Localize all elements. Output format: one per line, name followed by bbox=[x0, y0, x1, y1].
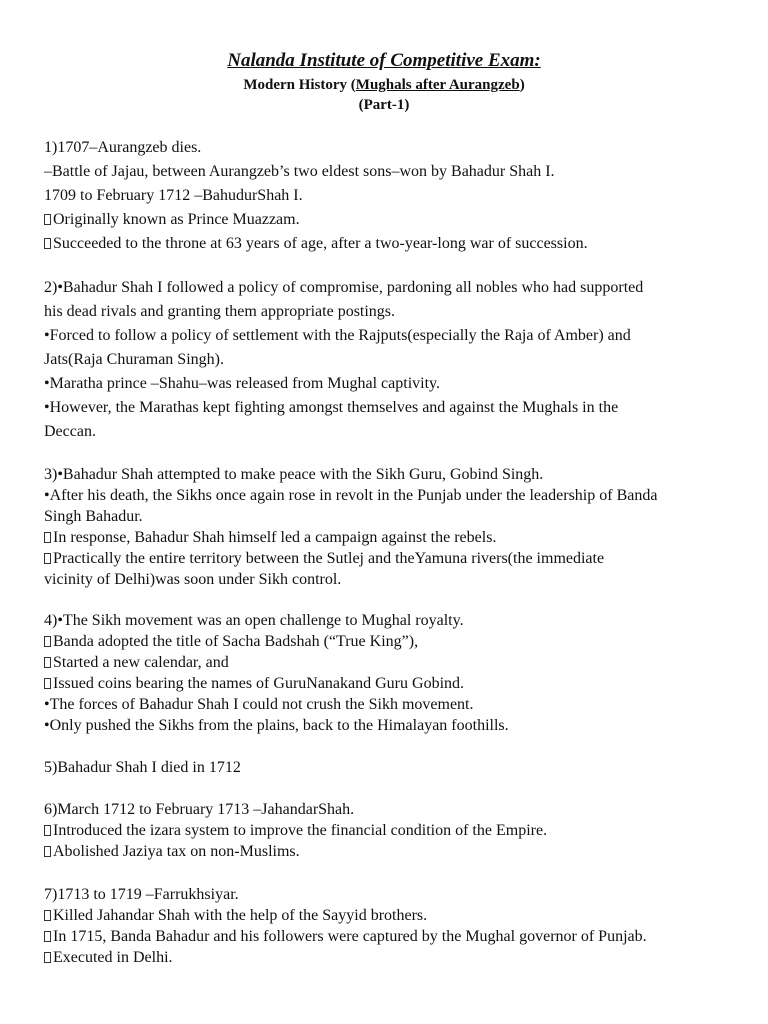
bullet-line bbox=[44, 548, 734, 569]
text-line: 1)1707–Aurangzeb dies. bbox=[44, 139, 202, 156]
bullet-text: Introduced the izara system to improve the financial condition of the Empire. bbox=[53, 822, 548, 839]
section-3 bbox=[44, 464, 734, 590]
bullet-text: Issued coins bearing the names of GuruNanakand Guru Gobind. bbox=[53, 675, 465, 692]
bullet-text: Executed in Delhi. bbox=[53, 949, 173, 966]
bullet-text: Practically the entire territory between the Sutlej and theYamuna rivers(the immediate bbox=[53, 550, 605, 567]
missing-glyph-icon bbox=[44, 532, 51, 543]
text-line: 5)Bahadur Shah I died in 1712 bbox=[44, 759, 241, 776]
spacer bbox=[44, 736, 734, 757]
text-line: •After his death, the Sikhs once again rose in revolt in the Punjab under the leadership of Banda bbox=[44, 487, 658, 504]
subtitle-prefix: Modern History ( bbox=[243, 77, 356, 93]
bullet-text: Originally known as Prince Muazzam. bbox=[53, 211, 300, 228]
missing-glyph-icon bbox=[44, 910, 51, 921]
missing-glyph-icon bbox=[44, 846, 51, 857]
section-6 bbox=[44, 799, 734, 862]
text-line: 1709 to February 1712 –BahudurShah I. bbox=[44, 187, 303, 204]
missing-glyph-icon bbox=[44, 931, 51, 942]
section-7 bbox=[44, 884, 734, 968]
bullet-text: Started a new calendar, and bbox=[53, 654, 229, 671]
subtitle-suffix: ) bbox=[519, 77, 525, 93]
missing-glyph-icon bbox=[44, 238, 51, 249]
text-line: –Battle of Jajau, between Aurangzeb’s two eldest sons–won by Bahadur Shah I. bbox=[44, 163, 555, 180]
text-line: 3)•Bahadur Shah attempted to make peace with the Sikh Guru, Gobind Singh. bbox=[44, 466, 544, 483]
spacer bbox=[44, 862, 734, 884]
spacer bbox=[44, 444, 734, 464]
section-1 bbox=[44, 136, 734, 256]
bullet-text: Killed Jahandar Shah with the help of the Sayyid brothers. bbox=[53, 907, 428, 924]
spacer bbox=[44, 590, 734, 610]
missing-glyph-icon bbox=[44, 952, 51, 963]
section-4 bbox=[44, 610, 734, 736]
bullet-text: Banda adopted the title of Sacha Badshah (“True King”), bbox=[53, 633, 419, 650]
bullet-line bbox=[44, 841, 734, 862]
text-line: Jats(Raja Churaman Singh). bbox=[44, 351, 224, 368]
text-line: 7)1713 to 1719 –Farrukhsiyar. bbox=[44, 886, 239, 903]
bullet-line bbox=[44, 232, 734, 256]
missing-glyph-icon bbox=[44, 214, 51, 225]
bullet-line bbox=[44, 673, 734, 694]
missing-glyph-icon bbox=[44, 657, 51, 668]
text-line: vicinity of Delhi)was soon under Sikh control. bbox=[44, 571, 342, 588]
bullet-line bbox=[44, 631, 734, 652]
text-line: •Forced to follow a policy of settlement with the Rajputs(especially the Raja of Amber) and bbox=[44, 327, 631, 344]
spacer bbox=[44, 256, 734, 276]
section-2 bbox=[44, 276, 734, 444]
text-line: Singh Bahadur. bbox=[44, 508, 143, 525]
document-body bbox=[44, 136, 734, 968]
page-title: Nalanda Institute of Competitive Exam: bbox=[227, 50, 541, 71]
missing-glyph-icon bbox=[44, 553, 51, 564]
bullet-text: In response, Bahadur Shah himself led a campaign against the rebels. bbox=[53, 529, 497, 546]
part-label: (Part-1) bbox=[358, 97, 410, 113]
bullet-text: Abolished Jaziya tax on non-Muslims. bbox=[53, 843, 300, 860]
bullet-text: In 1715, Banda Bahadur and his followers were captured by the Mughal governor of Punjab. bbox=[53, 928, 647, 945]
text-line: 4)•The Sikh movement was an open challenge to Mughal royalty. bbox=[44, 612, 464, 629]
text-line: •Maratha prince –Shahu–was released from Mughal captivity. bbox=[44, 375, 440, 392]
bullet-line bbox=[44, 652, 734, 673]
bullet-line bbox=[44, 905, 734, 926]
missing-glyph-icon bbox=[44, 678, 51, 689]
text-line: 6)March 1712 to February 1713 –JahandarShah. bbox=[44, 801, 355, 818]
subtitle-topic: Mughals after Aurangzeb bbox=[355, 77, 520, 93]
text-line: •However, the Marathas kept fighting amongst themselves and against the Mughals in the bbox=[44, 399, 619, 416]
bullet-text: Succeeded to the throne at 63 years of age, after a two-year-long war of succession. bbox=[53, 235, 588, 252]
spacer bbox=[44, 778, 734, 799]
page-subtitle bbox=[0, 76, 768, 94]
bullet-line bbox=[44, 820, 734, 841]
missing-glyph-icon bbox=[44, 825, 51, 836]
missing-glyph-icon bbox=[44, 636, 51, 647]
bullet-line bbox=[44, 208, 734, 232]
text-line: Deccan. bbox=[44, 423, 96, 440]
text-line: 2)•Bahadur Shah I followed a policy of compromise, pardoning all nobles who had supported bbox=[44, 279, 644, 296]
text-line: •Only pushed the Sikhs from the plains, back to the Himalayan foothills. bbox=[44, 717, 509, 734]
bullet-line bbox=[44, 527, 734, 548]
bullet-line bbox=[44, 926, 734, 947]
text-line: •The forces of Bahadur Shah I could not crush the Sikh movement. bbox=[44, 696, 474, 713]
section-5 bbox=[44, 757, 734, 778]
text-line: his dead rivals and granting them appropriate postings. bbox=[44, 303, 396, 320]
bullet-line bbox=[44, 947, 734, 968]
